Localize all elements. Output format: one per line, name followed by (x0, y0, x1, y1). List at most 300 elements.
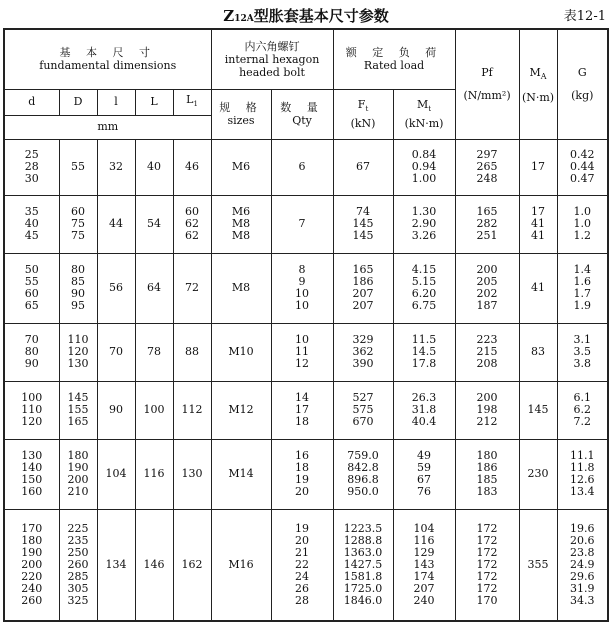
cell-size (211, 139, 271, 195)
cell-value: 1288.8 (343, 533, 383, 547)
cell-value: 11.1 (570, 449, 595, 462)
cell-mt (393, 323, 455, 381)
cell-l (97, 323, 135, 381)
cell-value: 23.8 (570, 545, 595, 559)
cell-value: 10 (295, 299, 310, 312)
cell-value: 165 (67, 415, 89, 428)
cell-value: 223 (476, 333, 498, 346)
cell-value: 64 (147, 281, 161, 294)
col-L1: $L_1$ (173, 89, 211, 115)
cell-qty (271, 195, 333, 253)
page-title: Z12A型胀套基本尺寸参数 (223, 7, 389, 25)
cell-value: 251 (476, 229, 498, 242)
cell-value: 200 (476, 391, 498, 404)
cell-value: 165 (352, 263, 374, 276)
cell-L1 (173, 253, 211, 323)
cell-value: 198 (476, 403, 498, 416)
cell-value: 1.0 (573, 217, 592, 230)
cell-value: 62 (185, 217, 200, 230)
cell-value: 75 (71, 229, 85, 242)
cell-value: 6.2 (573, 403, 592, 416)
cell-value: 208 (476, 357, 498, 370)
cell-value: 7.2 (573, 415, 592, 428)
cell-value: 55 (24, 275, 39, 288)
cell-value: 0.84 (411, 148, 437, 161)
cell-value: M6 (231, 160, 251, 173)
basic-dimensions-header: 基 本 尺 寸 fundamental dimensions (4, 29, 211, 89)
cell-value: 55 (71, 160, 85, 173)
cell-value: 10 (295, 287, 310, 300)
cell-value: M6 (231, 205, 251, 218)
table-row (4, 195, 608, 253)
cell-value: 180 (476, 449, 498, 462)
table-row (4, 439, 608, 509)
cell-qty (271, 381, 333, 439)
cell-value: 41 (531, 217, 546, 230)
cell-l (97, 381, 135, 439)
cell-D (59, 381, 97, 439)
cell-ft (333, 323, 393, 381)
cell-value: 212 (476, 415, 498, 428)
cell-value: 759.0 (347, 449, 379, 462)
table-row (4, 139, 608, 195)
cell-value: 329 (352, 333, 374, 346)
cell-value: 172 (476, 521, 498, 535)
cell-value: 6.75 (411, 299, 437, 312)
cell-value: 285 (67, 569, 89, 583)
cell-value: 76 (417, 485, 432, 498)
cell-value: 54 (147, 217, 161, 230)
cell-d (4, 439, 59, 509)
cell-L1 (173, 439, 211, 509)
cell-value: 11.8 (570, 461, 595, 474)
cell-g (557, 139, 608, 195)
cell-value: 235 (67, 533, 89, 547)
cell-value: 7 (298, 217, 306, 230)
cell-value: 100 (143, 403, 165, 416)
cell-D (59, 509, 97, 621)
cell-value: 5.15 (411, 275, 437, 288)
cell-D (59, 439, 97, 509)
cell-value: 305 (67, 581, 89, 595)
cell-value: 2.90 (411, 217, 437, 230)
cell-L (135, 323, 173, 381)
cell-qty (271, 323, 333, 381)
cell-L (135, 195, 173, 253)
cell-value: 160 (21, 485, 43, 498)
cell-d (4, 253, 59, 323)
cell-value: 17 (295, 403, 310, 416)
cell-value: 67 (417, 473, 432, 486)
cell-value: 17 (531, 205, 546, 218)
cell-value: 88 (185, 345, 200, 358)
cell-value: 1.4 (573, 263, 592, 276)
cell-value: 110 (21, 403, 43, 416)
cell-value: 190 (67, 461, 89, 474)
table-number: 表12-1 (563, 9, 606, 24)
cell-value: 19.6 (570, 521, 595, 535)
cell-value: 129 (413, 545, 435, 559)
cell-value: 842.8 (347, 461, 379, 474)
cell-qty (271, 253, 333, 323)
cell-value: M14 (228, 467, 254, 480)
cell-value: 1581.8 (343, 569, 383, 583)
cell-value: 50 (24, 263, 39, 276)
dimension-table (3, 28, 609, 622)
unit-mm: mm (4, 115, 211, 139)
cell-ft (333, 195, 393, 253)
cell-value: 6 (298, 160, 306, 173)
cell-value: 104 (413, 521, 435, 535)
cell-ft (333, 509, 393, 621)
cell-value: 145 (352, 217, 374, 230)
cell-value: 29.6 (570, 569, 595, 583)
cell-qty (271, 139, 333, 195)
cell-value: 207 (413, 581, 435, 595)
cell-d (4, 509, 59, 621)
cell-value: 44 (109, 217, 123, 230)
cell-value: 20.6 (570, 533, 595, 547)
cell-value: 207 (352, 287, 374, 300)
cell-value: 19 (295, 521, 310, 535)
cell-ft (333, 139, 393, 195)
cell-pf (455, 439, 519, 509)
cell-l (97, 139, 135, 195)
cell-L (135, 381, 173, 439)
cell-L1 (173, 509, 211, 621)
cell-value: 250 (67, 545, 89, 559)
cell-value: 31.8 (411, 403, 437, 416)
cell-value: 72 (185, 281, 200, 294)
cell-value: 14 (295, 391, 310, 404)
cell-value: 18 (295, 461, 310, 474)
cell-value: 200 (21, 557, 43, 571)
col-ft: $F_t$ (kN) (333, 89, 393, 139)
cell-value: 28 (295, 593, 310, 607)
cell-value: 21 (295, 545, 310, 559)
cell-value: 150 (21, 473, 43, 486)
cell-value: 46 (185, 160, 200, 173)
cell-L1 (173, 195, 211, 253)
cell-value: 143 (413, 557, 435, 571)
cell-value: 67 (356, 160, 371, 173)
cell-value: 6.1 (573, 391, 592, 404)
cell-value: 260 (67, 557, 89, 571)
cell-value: 0.42 (570, 148, 595, 161)
cell-size (211, 381, 271, 439)
cell-ma (519, 509, 557, 621)
cell-mt (393, 195, 455, 253)
cell-value: 200 (67, 473, 89, 486)
cell-value: 60 (24, 287, 39, 300)
cell-value: 215 (476, 345, 498, 358)
cell-value: 14.5 (411, 345, 437, 358)
cell-value: 134 (105, 557, 127, 571)
cell-value: 100 (21, 391, 43, 404)
cell-size (211, 195, 271, 253)
table-row (4, 381, 608, 439)
col-qty: 数 量 Qty (271, 89, 333, 139)
cell-D (59, 195, 97, 253)
cell-value: M10 (228, 345, 254, 358)
cell-value: 3.8 (573, 357, 592, 370)
cell-value: 31.9 (570, 581, 595, 595)
cell-value: 17.8 (411, 357, 437, 370)
cell-D (59, 139, 97, 195)
col-L: L (135, 89, 173, 115)
cell-value: 1363.0 (343, 545, 383, 559)
cell-value: 95 (71, 299, 85, 312)
cell-L (135, 139, 173, 195)
cell-value: 205 (476, 275, 498, 288)
cell-value: 60 (185, 205, 200, 218)
cell-value: 41 (531, 281, 546, 294)
cell-l (97, 439, 135, 509)
cell-value: 240 (413, 593, 435, 607)
cell-value: M8 (231, 217, 251, 230)
cell-value: 950.0 (347, 485, 379, 498)
col-D: D (59, 89, 97, 115)
cell-value: 172 (476, 569, 498, 583)
cell-value: 49 (417, 449, 432, 462)
cell-g (557, 509, 608, 621)
cell-value: 41 (531, 229, 546, 242)
cell-value: 0.44 (570, 160, 595, 173)
cell-value: 80 (71, 263, 85, 276)
cell-value: 1.2 (573, 229, 592, 242)
cell-D (59, 253, 97, 323)
cell-L (135, 439, 173, 509)
cell-value: 32 (109, 160, 123, 173)
cell-size (211, 323, 271, 381)
cell-value: 248 (476, 172, 498, 185)
cell-value: 20 (295, 533, 310, 547)
cell-value: 70 (109, 345, 123, 358)
cell-value: 70 (24, 333, 39, 346)
cell-value: 3.5 (573, 345, 592, 358)
cell-value: 172 (476, 533, 498, 547)
cell-value: 0.47 (570, 172, 595, 185)
cell-value: 13.4 (570, 485, 595, 498)
cell-value: 1.30 (411, 205, 437, 218)
cell-value: 185 (476, 473, 498, 486)
table-body (4, 139, 608, 621)
cell-value: 170 (21, 521, 43, 535)
cell-value: 60 (71, 205, 85, 218)
cell-size (211, 439, 271, 509)
cell-d (4, 139, 59, 195)
cell-value: 1427.5 (343, 557, 383, 571)
cell-value: 80 (24, 345, 39, 358)
cell-value: 12.6 (570, 473, 595, 486)
cell-mt (393, 509, 455, 621)
cell-value: 896.8 (347, 473, 379, 486)
cell-value: 1.6 (573, 275, 592, 288)
cell-value: 1.00 (411, 172, 437, 185)
cell-value: 265 (476, 160, 498, 173)
cell-value: 11.5 (411, 333, 437, 346)
cell-value: 12 (295, 357, 310, 370)
cell-value: 186 (352, 275, 374, 288)
cell-value: 183 (476, 485, 498, 498)
cell-value: 186 (476, 461, 498, 474)
table-row (4, 509, 608, 621)
cell-value: 180 (67, 449, 89, 462)
cell-value: 146 (143, 557, 165, 571)
cell-ma (519, 381, 557, 439)
cell-L1 (173, 323, 211, 381)
cell-value: 230 (527, 467, 549, 480)
cell-g (557, 195, 608, 253)
cell-ft (333, 381, 393, 439)
cell-value: 78 (147, 345, 161, 358)
cell-value: 145 (67, 391, 89, 404)
cell-value: 1.0 (573, 205, 592, 218)
table-row (4, 323, 608, 381)
cell-value: 120 (21, 415, 43, 428)
cell-value: 670 (352, 415, 374, 428)
cell-value: 575 (352, 403, 374, 416)
g-header: G (kg) (557, 29, 608, 139)
cell-value: 75 (71, 217, 85, 230)
cell-value: 40.4 (411, 415, 437, 428)
cell-D (59, 323, 97, 381)
cell-value: 187 (476, 299, 498, 312)
cell-value: 26 (295, 581, 310, 595)
cell-value: 24 (295, 569, 310, 583)
col-d: d (4, 89, 59, 115)
cell-value: 45 (24, 229, 39, 242)
ma-header: $M_A$ (N·m) (519, 29, 557, 139)
cell-L1 (173, 381, 211, 439)
cell-pf (455, 509, 519, 621)
cell-g (557, 439, 608, 509)
cell-value: 527 (352, 391, 374, 404)
cell-value: 145 (527, 403, 549, 416)
cell-value: 26.3 (411, 391, 437, 404)
cell-value: 325 (67, 593, 89, 607)
bolt-header: 内六角螺钉 internal hexagon headed bolt (211, 29, 333, 89)
table-row (4, 253, 608, 323)
cell-value: 28 (24, 160, 39, 173)
cell-value: 202 (476, 287, 498, 300)
cell-g (557, 381, 608, 439)
cell-value: 1846.0 (343, 593, 383, 607)
cell-value: 34.3 (570, 593, 595, 607)
col-sizes: 规 格 sizes (211, 89, 271, 139)
cell-value: 155 (67, 403, 89, 416)
cell-value: 74 (356, 205, 371, 218)
cell-d (4, 381, 59, 439)
cell-value: 4.15 (411, 263, 437, 276)
cell-value: 120 (67, 345, 89, 358)
cell-value: 130 (181, 467, 203, 480)
cell-value: 56 (109, 281, 123, 294)
cell-value: M8 (231, 229, 251, 242)
cell-value: 220 (21, 569, 43, 583)
cell-value: 83 (531, 345, 546, 358)
cell-value: 1223.5 (343, 521, 383, 535)
cell-value: 190 (21, 545, 43, 559)
cell-value: 355 (527, 557, 549, 571)
cell-value: 180 (21, 533, 43, 547)
cell-value: 172 (476, 557, 498, 571)
cell-value: 9 (298, 275, 306, 288)
cell-ft (333, 253, 393, 323)
cell-value: 65 (24, 299, 39, 312)
cell-ma (519, 253, 557, 323)
cell-value: 24.9 (570, 557, 595, 571)
cell-g (557, 323, 608, 381)
cell-value: 130 (67, 357, 89, 370)
cell-size (211, 509, 271, 621)
cell-mt (393, 253, 455, 323)
cell-value: 1.7 (573, 287, 592, 300)
cell-value: 362 (352, 345, 374, 358)
cell-ma (519, 439, 557, 509)
col-mt: $M_t$ (kN·m) (393, 89, 455, 139)
cell-mt (393, 381, 455, 439)
cell-value: 210 (67, 485, 89, 498)
cell-value: 11 (295, 345, 310, 358)
cell-value: 59 (417, 461, 432, 474)
cell-ma (519, 139, 557, 195)
cell-g (557, 253, 608, 323)
cell-value: 172 (476, 545, 498, 559)
cell-L1 (173, 139, 211, 195)
cell-l (97, 253, 135, 323)
cell-mt (393, 139, 455, 195)
cell-d (4, 323, 59, 381)
cell-value: 0.94 (411, 160, 437, 173)
cell-value: 3.26 (411, 229, 437, 242)
cell-value: 140 (21, 461, 43, 474)
cell-d (4, 195, 59, 253)
cell-ma (519, 323, 557, 381)
cell-pf (455, 323, 519, 381)
cell-value: 200 (476, 263, 498, 276)
cell-value: 20 (295, 485, 310, 498)
cell-value: 17 (531, 160, 546, 173)
cell-qty (271, 439, 333, 509)
cell-value: 297 (476, 148, 498, 161)
cell-value: 90 (109, 403, 123, 416)
cell-value: 19 (295, 473, 310, 486)
cell-value: 225 (67, 521, 89, 535)
cell-value: 90 (24, 357, 39, 370)
cell-L (135, 509, 173, 621)
cell-value: 170 (476, 593, 498, 607)
cell-value: 90 (71, 287, 85, 300)
cell-value: 3.1 (573, 333, 592, 346)
cell-pf (455, 253, 519, 323)
cell-value: M16 (228, 557, 254, 571)
cell-value: 390 (352, 357, 374, 370)
cell-ma (519, 195, 557, 253)
cell-size (211, 253, 271, 323)
cell-value: 145 (352, 229, 374, 242)
cell-value: 130 (21, 449, 43, 462)
cell-value: 165 (476, 205, 498, 218)
cell-value: 1725.0 (343, 581, 383, 595)
cell-value: 6.20 (411, 287, 437, 300)
cell-pf (455, 381, 519, 439)
cell-pf (455, 195, 519, 253)
cell-value: 30 (24, 172, 39, 185)
cell-value: M12 (228, 403, 254, 416)
cell-value: 16 (295, 449, 310, 462)
cell-value: 174 (413, 569, 435, 583)
